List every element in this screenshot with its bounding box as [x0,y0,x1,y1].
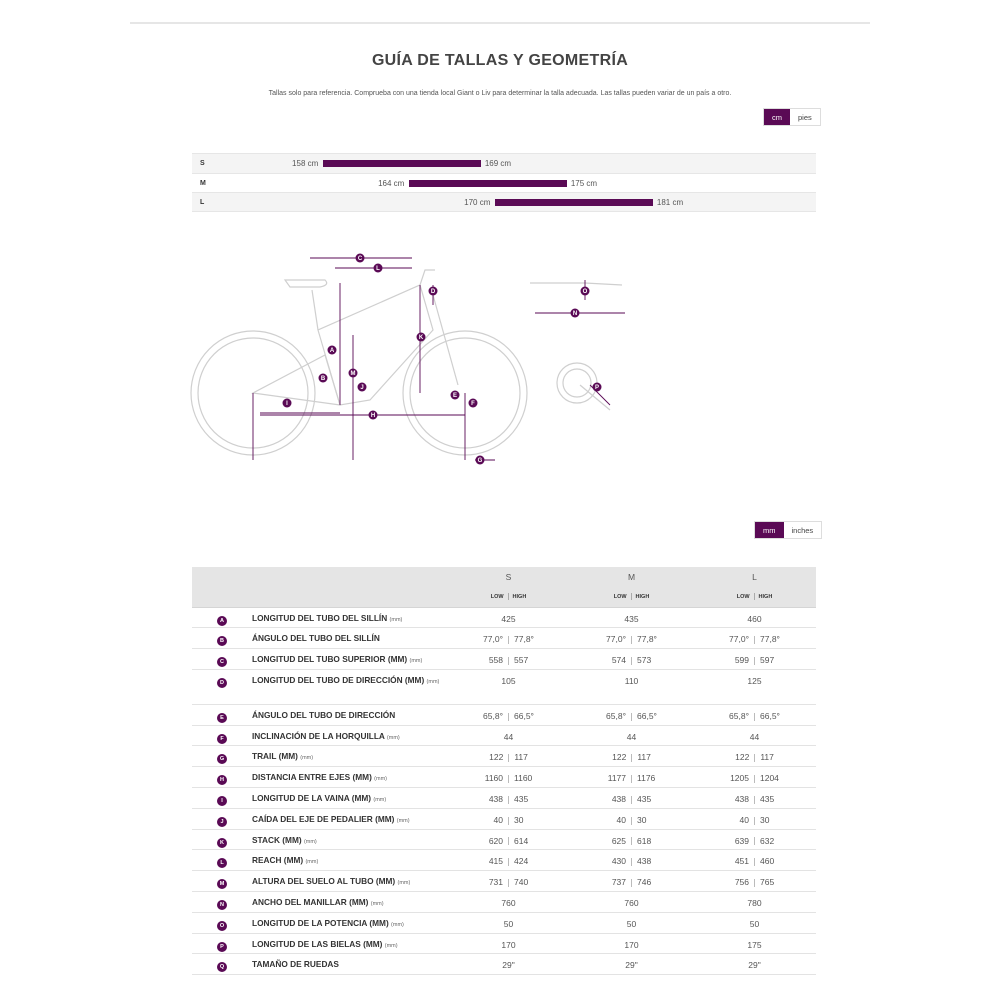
frame-icon [318,285,433,405]
value-low: 780 [747,898,762,909]
geometry-row [192,954,816,975]
value-low: 760 [624,898,639,909]
size-header-l: L [693,567,816,587]
value-low: 50 [749,918,760,929]
geometry-row [192,704,816,725]
measurement-letter-badge: H [217,775,227,785]
top-divider [130,22,870,24]
value-size-l [693,871,816,892]
value-size-l [693,767,816,788]
size-range-row-m [192,173,816,193]
value-size-l [693,892,816,913]
value-size-s [447,912,570,933]
value-low: 430 [611,856,626,867]
geometry-row [192,767,816,788]
measurement-letter-badge: C [217,657,227,667]
value-high: 740 [514,877,529,888]
value-low: 1160 [484,773,503,784]
value-size-m [570,746,693,767]
measurement-letter-badge: B [217,636,227,646]
value-low: 65,8° [483,710,503,721]
size-min-height: 164 cm [378,178,405,188]
value-low: 65,8° [729,710,749,721]
size-range-chart [192,153,816,212]
value-size-l [693,912,816,933]
size-label: M [200,179,206,187]
size-max-height: 181 cm [656,198,684,207]
value-size-s [447,767,570,788]
measurement-name: LONGITUD DEL TUBO DEL SILLÍN [252,612,388,623]
value-size-m [570,767,693,788]
measurement-unit: (mm) [397,880,411,887]
value-high: 438 [637,856,652,867]
geometry-row [192,850,816,871]
diagram-marker-label: P [594,385,600,392]
value-size-m [570,725,693,746]
geometry-row [192,628,816,649]
value-size-m [570,912,693,933]
value-size-l [693,746,816,767]
value-size-s [447,850,570,871]
value-size-s [447,788,570,809]
value-high: 632 [760,835,775,846]
value-high: 618 [637,835,652,846]
value-low: 639 [734,835,749,846]
measurement-letter-badge: L [217,858,227,868]
geometry-row [192,808,816,829]
value-high: 1160 [514,773,533,784]
value-low: 599 [734,655,749,666]
page-title: GUÍA DE TALLAS Y GEOMETRÍA [371,52,629,69]
unit-inches-button[interactable]: inches [784,522,822,538]
size-header-s: S [447,567,570,587]
value-low: 50 [626,918,637,929]
value-high: 66,5° [514,710,534,721]
geometry-table [192,567,816,975]
value-low: 625 [611,835,626,846]
value-high: 573 [637,655,652,666]
diagram-marker-label: L [376,266,380,273]
value-high: 30 [637,814,647,825]
value-size-m [570,788,693,809]
value-size-s [447,808,570,829]
measurement-letter-badge: K [217,838,227,848]
geometry-row [192,912,816,933]
value-high: 117 [760,752,774,763]
value-size-m [570,704,693,725]
measurement-letter-badge: M [217,879,227,889]
geometry-row [192,892,816,913]
value-low: 438 [611,794,626,805]
value-high: 66,5° [760,710,780,721]
measurement-unit: (mm) [426,678,440,685]
value-size-m [570,607,693,628]
measurement-unit: (mm) [389,616,403,623]
measurement-unit: (mm) [374,776,387,783]
value-low: 65,8° [606,710,626,721]
page-subtitle: Tallas solo para referencia. Comprueba con una tienda local Giant o Liv para determinar la talla adecuada. Las tallas pueden variar de un país a otro. [268,90,732,97]
value-size-m [570,669,693,704]
measurement-name: LONGITUD DEL TUBO DE DIRECCIÓN (MM) [252,674,425,685]
size-range-row-l [192,192,816,212]
measurement-unit: (mm) [384,942,398,949]
value-high: 765 [760,877,775,888]
measurement-letter-badge: J [217,817,227,827]
size-header-m: M [570,567,693,587]
value-low: 415 [488,856,503,867]
value-low: 175 [747,939,762,950]
diagram-marker-label: J [360,385,364,392]
value-low: 170 [624,939,639,950]
value-size-s [447,704,570,725]
value-size-l [693,788,816,809]
value-size-m [570,649,693,670]
value-size-s [447,954,570,975]
diagram-marker-label: F [471,401,475,408]
value-high: 435 [637,794,652,805]
value-low: 460 [747,613,762,624]
size-label: S [200,160,205,167]
measurement-name: DISTANCIA ENTRE EJES (MM) [252,772,372,783]
geometry-row [192,829,816,850]
geometry-row [192,788,816,809]
diagram-marker-label: O [582,289,588,296]
value-low: 122 [489,752,504,763]
value-high: 30 [514,814,524,825]
measurement-unit: (mm) [409,658,423,665]
value-high: 746 [637,877,652,888]
size-max-height: 169 cm [484,159,512,168]
measurement-name: INCLINACIÓN DE LA HORQUILLA [252,730,385,741]
value-low: 756 [734,877,749,888]
size-label: L [200,199,205,206]
value-size-s [447,829,570,850]
value-size-m [570,933,693,954]
value-low: 574 [611,655,626,666]
size-range-bar [323,160,481,167]
value-low: 29" [625,960,638,971]
measurement-name: TRAIL (MM) [252,751,298,762]
measurement-unit: (mm) [305,859,319,866]
geometry-row [192,649,816,670]
unit-mm-button[interactable]: mm [755,522,784,538]
value-size-m [570,808,693,829]
value-low: 620 [488,835,503,846]
bike-geometry-diagram [190,235,640,475]
geometry-unit-toggle [754,521,822,539]
measurement-name: LONGITUD DE LAS BIELAS (MM) [252,938,383,949]
value-size-m [570,850,693,871]
value-low: 1205 [730,773,749,784]
value-low: 40 [493,814,503,825]
value-low: 760 [501,898,516,909]
value-low: 451 [734,856,749,867]
value-low: 438 [734,794,749,805]
unit-cm-button[interactable]: cm [764,109,790,125]
measurement-unit: (mm) [391,921,404,928]
value-size-s [447,746,570,767]
measurement-name: TAMAÑO DE RUEDAS [252,959,339,970]
low-high-l: LOW HIGH [693,587,816,607]
measurement-letter-badge: F [217,734,227,744]
size-range-bar [495,199,653,206]
value-low: 40 [739,814,749,825]
low-high-header-row [192,587,816,607]
value-high: 614 [514,835,529,846]
value-low: 122 [612,752,627,763]
height-unit-toggle [763,108,821,126]
geometry-row [192,607,816,628]
value-high: 30 [760,814,770,825]
value-low: 1177 [607,773,626,784]
value-high: 1176 [637,773,656,784]
diagram-marker-label: I [286,401,288,408]
geometry-row [192,933,816,954]
value-high: 435 [514,794,529,805]
value-size-m [570,954,693,975]
size-min-height: 158 cm [292,159,319,168]
size-max-height: 175 cm [570,178,598,188]
value-low: 435 [624,613,639,624]
value-size-s [447,607,570,628]
measurement-unit: (mm) [396,817,410,824]
value-low: 425 [501,613,516,624]
value-low: 77,0° [483,634,503,645]
measurement-letter-badge: G [217,754,227,764]
value-size-l [693,607,816,628]
measurement-unit: (mm) [386,734,400,741]
diagram-marker-label: A [329,348,335,355]
measurement-name: CAÍDA DEL EJE DE PEDALIER (MM) [252,813,395,824]
value-size-l [693,704,816,725]
diagram-marker-label: M [350,371,356,378]
value-size-s [447,649,570,670]
value-high: 1204 [760,773,779,784]
value-size-l [693,850,816,871]
value-size-l [693,628,816,649]
geometry-row [192,871,816,892]
value-size-l [693,933,816,954]
measurement-name: ÁNGULO DEL TUBO DE DIRECCIÓN [252,709,396,720]
measurement-unit: (mm) [303,838,317,845]
value-high: 424 [514,856,529,867]
measurement-unit: (mm) [300,755,314,762]
diagram-marker-label: E [452,393,458,400]
value-low: 44 [626,731,637,742]
measurement-letter-badge: E [217,713,227,723]
diagram-marker-label: D [430,289,436,296]
diagram-marker-label: C [357,256,363,263]
measurement-name: STACK (MM) [252,834,302,845]
geometry-row [192,725,816,746]
value-low: 737 [611,877,626,888]
value-low: 731 [488,877,503,888]
size-min-height: 170 cm [464,198,491,207]
value-low: 170 [501,939,516,950]
value-low: 125 [747,675,762,686]
value-size-m [570,829,693,850]
value-low: 50 [503,918,514,929]
value-low: 438 [488,794,503,805]
value-size-s [447,892,570,913]
low-high-m: LOW HIGH [570,587,693,607]
value-high: 66,5° [637,710,657,721]
measurement-name: ÁNGULO DEL TUBO DEL SILLÍN [252,633,380,644]
measurement-unit: (mm) [370,901,384,908]
measurement-letter-badge: N [217,900,227,910]
value-size-s [447,725,570,746]
value-size-m [570,871,693,892]
value-size-l [693,649,816,670]
diagram-marker-label: N [572,311,578,318]
size-range-bar [409,180,567,187]
measurement-letter-badge: P [217,942,227,952]
measurement-letter-badge: I [217,796,227,806]
value-size-l [693,954,816,975]
value-high: 557 [514,655,529,666]
measurement-unit: (mm) [373,797,387,804]
measurement-name: REACH (MM) [252,855,304,866]
value-size-m [570,628,693,649]
value-low: 44 [749,731,760,742]
low-high-s: LOW HIGH [447,587,570,607]
value-size-s [447,628,570,649]
measurement-letter-badge: O [217,921,227,931]
value-high: 117 [514,752,528,763]
value-high: 77,8° [637,634,657,645]
value-low: 44 [503,731,514,742]
value-size-m [570,892,693,913]
diagram-marker-label: G [477,458,483,465]
value-size-l [693,725,816,746]
value-high: 77,8° [514,634,534,645]
value-low: 29" [502,960,515,971]
diagram-marker-label: K [418,335,424,342]
measurement-letter-badge: A [217,616,227,626]
value-high: 460 [760,856,775,867]
measurement-name: ALTURA DEL SUELO AL TUBO (MM) [252,876,396,887]
value-low: 40 [616,814,626,825]
value-high: 597 [760,655,775,666]
size-header-row [192,567,816,587]
diagram-marker-label: B [320,376,326,383]
measurement-name: LONGITUD DE LA POTENCIA (MM) [252,917,389,928]
value-size-l [693,829,816,850]
geometry-row [192,669,816,704]
value-size-s [447,871,570,892]
value-size-s [447,669,570,704]
value-low: 105 [501,675,516,686]
size-range-row-s [192,153,816,173]
value-size-l [693,669,816,704]
measurement-name: LONGITUD DE LA VAINA (MM) [252,793,372,804]
value-low: 110 [624,675,639,686]
value-low: 122 [735,752,750,763]
value-low: 29" [748,960,761,971]
value-size-l [693,808,816,829]
value-high: 77,8° [760,634,780,645]
value-size-s [447,933,570,954]
value-low: 558 [488,655,503,666]
diagram-marker-label: H [370,413,376,420]
unit-feet-button[interactable]: pies [790,109,820,125]
geometry-row [192,746,816,767]
value-low: 77,0° [729,634,749,645]
value-high: 435 [760,794,775,805]
measurement-name: ANCHO DEL MANILLAR (MM) [252,897,369,908]
value-low: 77,0° [606,634,626,645]
measurement-letter-badge: Q [217,962,227,972]
measurement-letter-badge: D [217,678,227,688]
value-high: 117 [637,752,651,763]
measurement-name: LONGITUD DEL TUBO SUPERIOR (MM) [252,654,408,665]
